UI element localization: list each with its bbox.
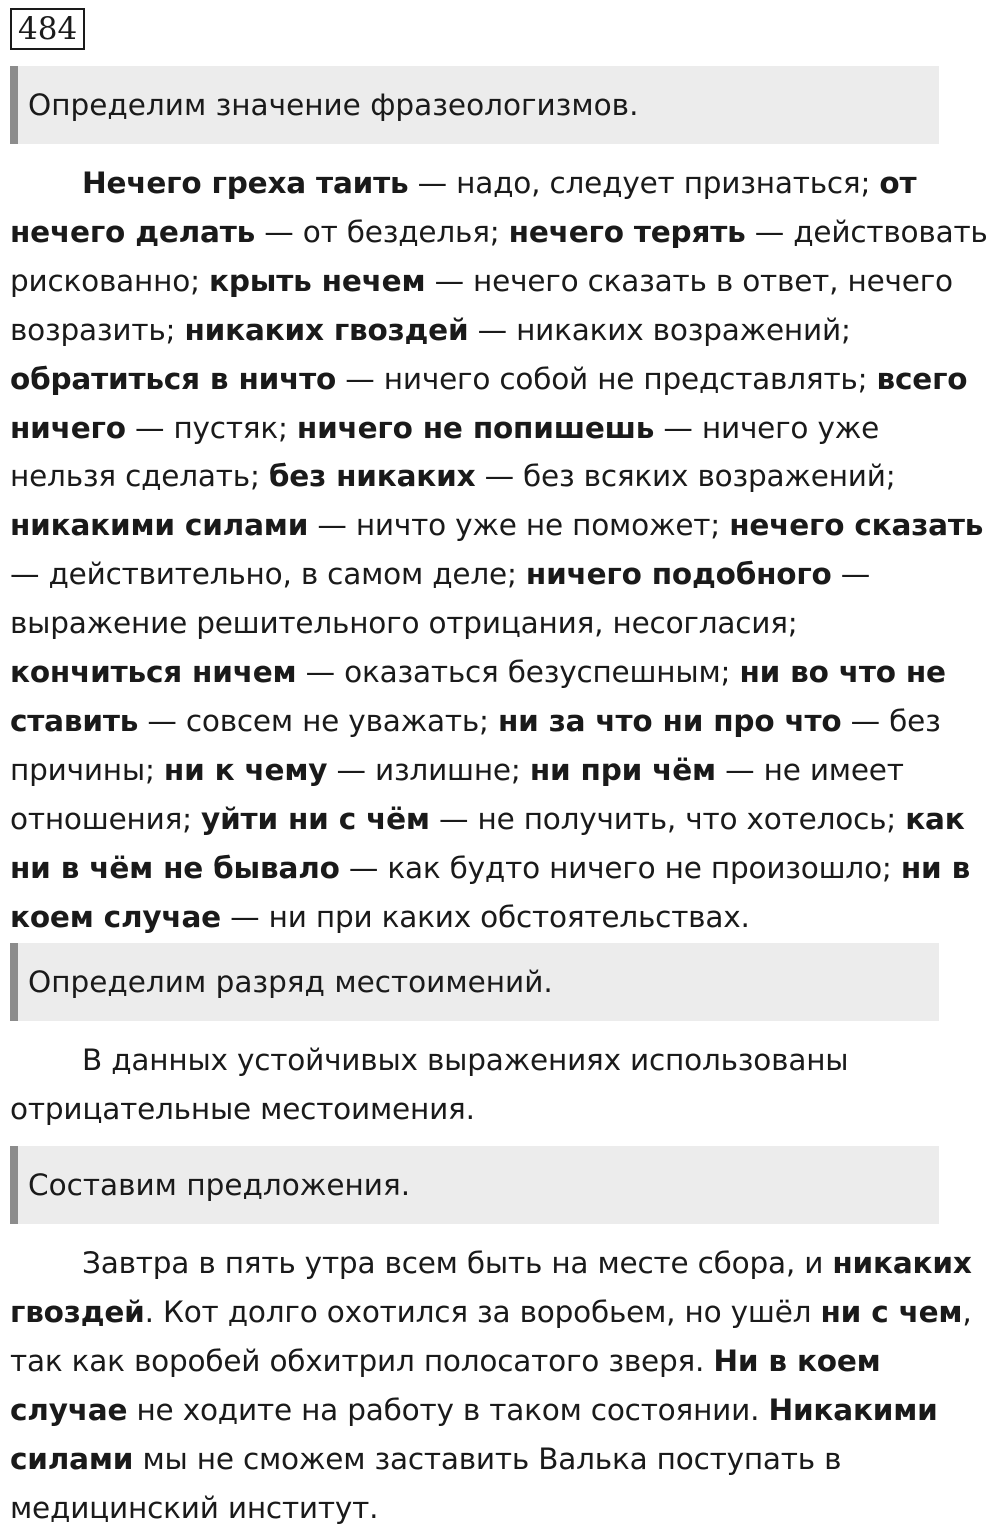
phrase-bold: обратиться в ничто [10, 361, 337, 396]
pronoun-class-paragraph [10, 1036, 952, 1134]
section-heading-pronoun-class: Определим разряд местоимений. [10, 943, 939, 1021]
text-segment: медицинский институт. [10, 1490, 379, 1525]
text-segment: В данных устойчивых выражениях использованы [82, 1043, 849, 1077]
text-segment: причины; [10, 752, 164, 787]
text-segment: — как будто ничего не произошло; [339, 850, 901, 885]
phrase-bold: от [879, 166, 917, 200]
text-segment: — не получить, что хотелось; [429, 801, 906, 836]
phrase-bold: никаких [832, 1246, 972, 1280]
text-segment: — ничего собой не представлять; [336, 361, 877, 396]
text-line [10, 1036, 952, 1085]
phrase-bold: ставить [10, 703, 139, 738]
phrase-bold: без никаких [268, 459, 476, 494]
text-line [10, 1484, 952, 1533]
phrase-bold: ни в чём не бывало [10, 850, 340, 885]
text-segment: — ничего уже [654, 410, 880, 445]
text-line [10, 1337, 952, 1386]
text-line [10, 648, 952, 697]
phrase-bold: случае [10, 1392, 128, 1427]
phrase-bold: как [905, 801, 965, 836]
text-segment: рискованно; [10, 263, 209, 298]
phrase-bold: уйти ни с чём [201, 801, 430, 836]
text-line [10, 306, 952, 355]
text-segment: возразить; [10, 312, 185, 347]
text-segment: отрицательные местоимения. [10, 1091, 475, 1126]
text-segment: , [962, 1294, 972, 1329]
exercise-number: 484 [10, 8, 85, 50]
phrase-bold: ни при чём [529, 752, 716, 787]
text-segment: — действовать [745, 214, 988, 249]
text-segment: — действительно, в самом деле; [10, 557, 526, 592]
text-line [10, 257, 952, 306]
sentences-paragraph [10, 1239, 972, 1532]
text-segment: — нечего сказать в ответ, нечего [425, 263, 953, 298]
phrase-bold: ничего [10, 410, 126, 445]
text-line [10, 844, 971, 893]
text-segment: — излишне; [327, 752, 530, 787]
text-segment: — [831, 557, 871, 592]
text-segment: отношения; [10, 801, 202, 836]
phrase-bold: нечего делать [10, 214, 256, 249]
text-segment: — без [841, 703, 941, 738]
phrase-bold: ни во что не [739, 655, 946, 690]
phrase-bold: всего [876, 361, 968, 396]
phrase-bold: гвоздей [10, 1294, 145, 1329]
phrase-bold: Ни в коем [713, 1343, 881, 1378]
phrase-bold: ничего подобного [525, 557, 832, 592]
section-heading-meanings: Определим значение фразеологизмов. [10, 66, 939, 144]
phrase-bold: силами [10, 1441, 134, 1476]
phrase-bold: никаких гвоздей [184, 312, 469, 347]
text-segment: нельзя сделать; [10, 459, 269, 494]
text-segment: — пустяк; [125, 410, 297, 445]
text-line [10, 355, 968, 404]
text-segment: — от безделья; [255, 214, 509, 249]
text-line [10, 1239, 972, 1288]
section-heading-sentences: Составим предложения. [10, 1146, 939, 1224]
text-segment: Завтра в пять утра всем быть на месте сбора, и [82, 1246, 833, 1280]
text-segment: не ходите на работу в таком состоянии. [127, 1392, 769, 1427]
phrase-bold: кончиться ничем [10, 655, 297, 690]
text-segment: — надо, следует признаться; [408, 166, 880, 200]
text-segment: так как воробей обхитрил полосатого зверя. [10, 1343, 714, 1378]
text-line [10, 1288, 972, 1337]
phrase-bold: Нечего греха таить [82, 166, 409, 200]
phrase-bold: нечего терять [508, 214, 746, 249]
text-segment: — без всяких возражений; [475, 459, 896, 494]
text-line [10, 208, 988, 257]
phrase-bold: никакими силами [10, 508, 309, 543]
text-segment: — никаких возражений; [468, 312, 851, 347]
text-line [10, 550, 952, 599]
text-segment: — ничто уже не поможет; [308, 508, 730, 543]
text-line [10, 404, 952, 453]
text-line [10, 1085, 952, 1134]
phrase-bold: ни в [900, 850, 971, 885]
text-line [10, 746, 952, 795]
text-line [10, 893, 952, 942]
phrase-bold: ни за что ни про что [497, 703, 842, 738]
text-line [10, 452, 952, 501]
phrase-bold: крыть нечем [209, 263, 426, 298]
phrase-bold: ни с чем [820, 1294, 963, 1329]
phrase-bold: Никакими [768, 1392, 938, 1427]
phrase-bold: коем случае [10, 899, 221, 934]
phrase-bold: ничего не попишешь [296, 410, 655, 445]
text-segment: — ни при каких обстоятельствах. [220, 899, 750, 934]
text-segment: . Кот долго охотился за воробьем, но ушёл [144, 1294, 821, 1329]
meanings-paragraph [10, 159, 988, 942]
text-segment: — совсем не уважать; [138, 703, 498, 738]
text-line [10, 795, 965, 844]
text-line [10, 599, 952, 648]
text-segment: выражение решительного отрицания, несогласия; [10, 606, 798, 641]
phrase-bold: нечего сказать [729, 508, 984, 543]
text-segment: — не имеет [715, 752, 904, 787]
text-line [10, 501, 984, 550]
text-line [10, 697, 952, 746]
phrase-bold: ни к чему [163, 752, 328, 787]
text-segment: мы не сможем заставить Валька поступать в [133, 1441, 842, 1476]
text-line [10, 159, 952, 208]
text-segment: — оказаться безуспешным; [296, 655, 740, 690]
text-line [10, 1435, 952, 1484]
text-line [10, 1386, 952, 1435]
